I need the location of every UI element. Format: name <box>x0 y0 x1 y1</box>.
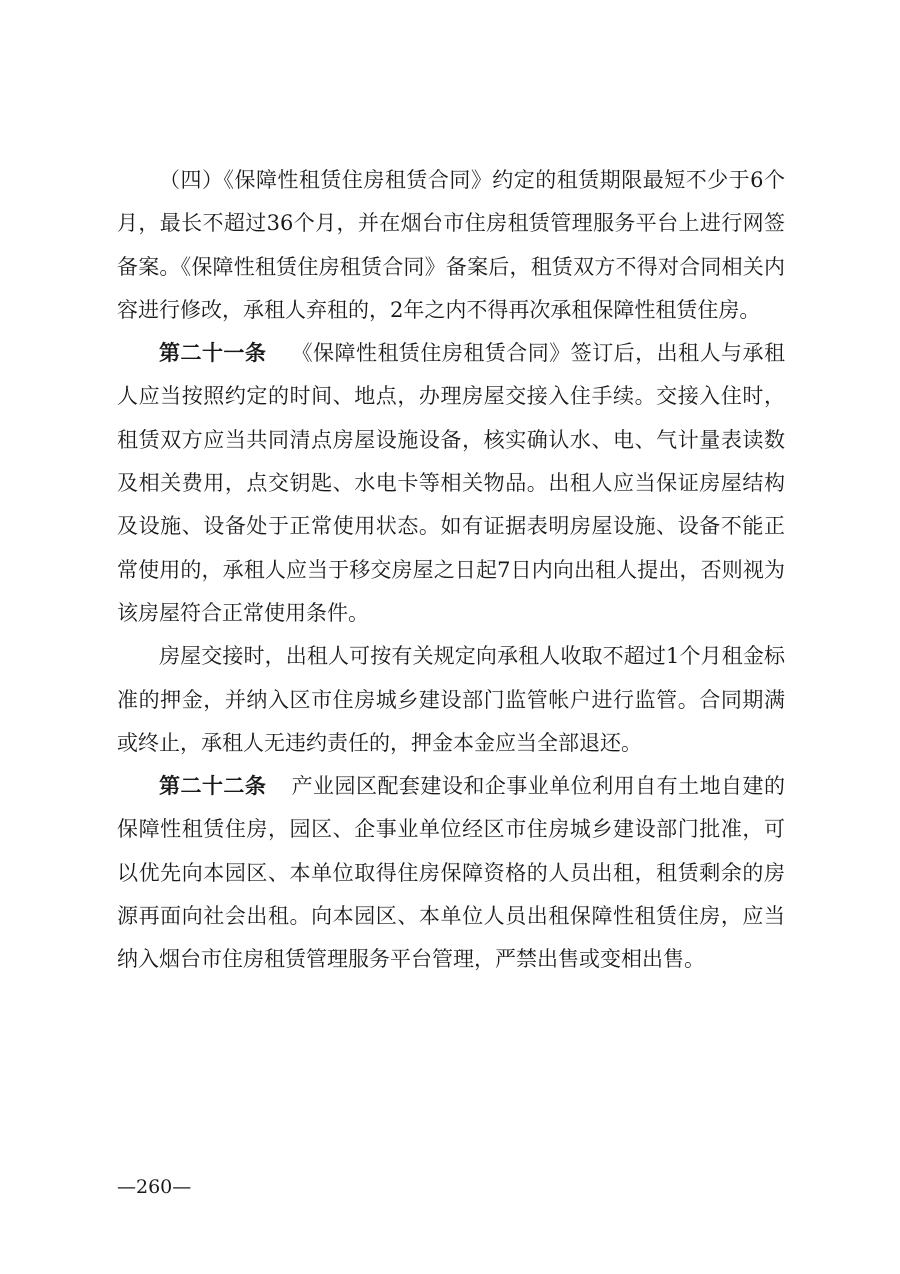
paragraph-item-4 <box>117 159 785 332</box>
page-number: —260— <box>117 1176 192 1198</box>
paragraph-text: （四）《保障性租赁住房租赁合同》约定的租赁期限最短不少于6个月，最长不超过36个月，并在烟台市住房租赁管理服务平台上进行网签备案。《保障性租赁住房租赁合同》备案后，租赁双方不得对合同相关内容进行修改，承租人弃租的，2年之内不得再次承租保障性租赁住房。 <box>117 168 785 322</box>
paragraph-text: 《保障性租赁住房租赁合同》签订后，出租人与承租人应当按照约定的时间、地点，办理房屋交接入住手续。交接入住时，租赁双方应当共同清点房屋设施设备，核实确认水、电、气计量表读数及相关费用，点交钥匙、水电卡等相关物品。出租人应当保证房屋结构及设施、设备处于正常使用状态。如有证据表明房屋设施、设备不能正常使用的，承租人应当于移交房屋之日起7日内向出租人提出，否则视为该房屋符合正常使用条件。 <box>117 341 786 625</box>
paragraph-text: 产业园区配套建设和企事业单位利用自有土地自建的保障性租赁住房，园区、企事业单位经区市住房城乡建设部门批准，可以优先向本园区、本单位取得住房保障资格的人员出租，租赁剩余的房源再面向社会出租。向本园区、本单位人员出租保障性租赁住房，应当纳入烟台市住房租赁管理服务平台管理，严禁出售或变相出售。 <box>117 774 786 972</box>
article-title: 第二十二条 <box>159 774 267 799</box>
article-22 <box>117 765 785 981</box>
article-title: 第二十一条 <box>159 341 267 366</box>
document-body <box>117 159 785 982</box>
paragraph-deposit <box>117 635 785 765</box>
article-21 <box>117 332 785 635</box>
paragraph-text: 房屋交接时，出租人可按有关规定向承租人收取不超过1个月租金标准的押金，并纳入区市住房城乡建设部门监管帐户进行监管。合同期满或终止，承租人无违约责任的，押金本金应当全部退还。 <box>117 644 785 755</box>
